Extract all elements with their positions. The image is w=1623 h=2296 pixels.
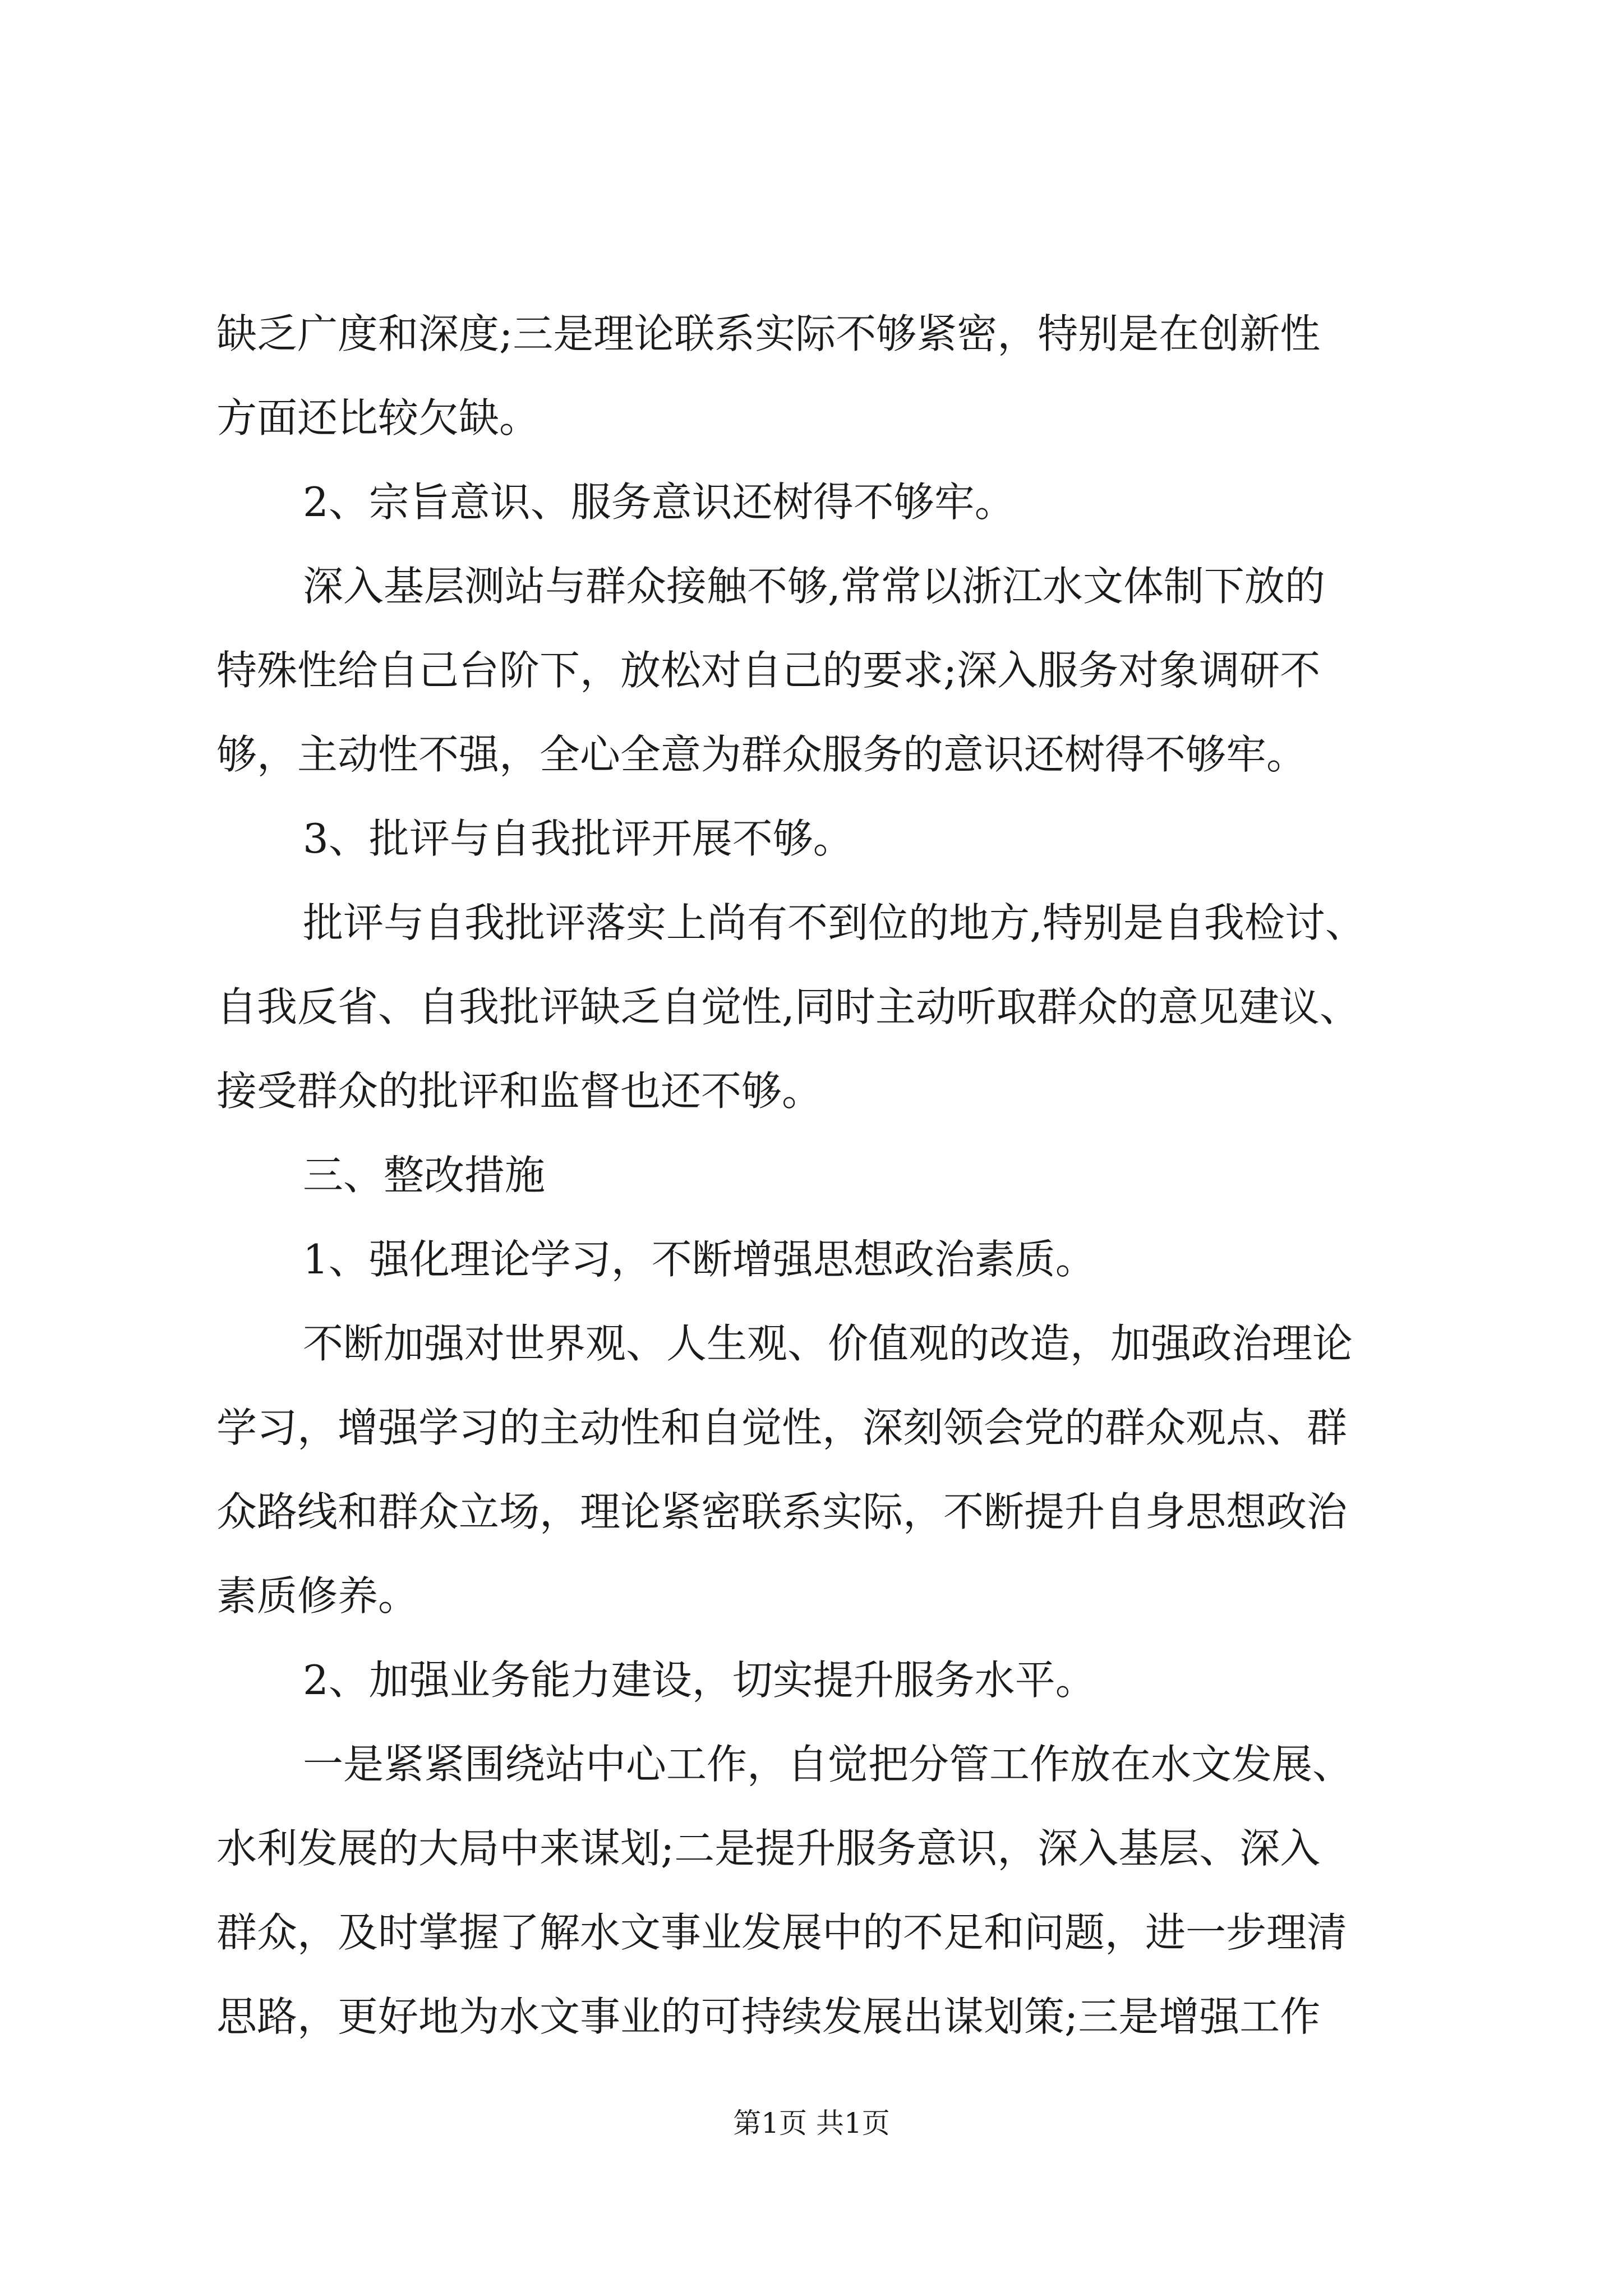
text-line: 2、加强业务能力建设，切实提升服务水平。 [303, 1657, 1096, 1704]
text-line: 水利发展的大局中来谋划;二是提升服务意识，深入基层、深入 [216, 1825, 1321, 1872]
text-line: 深入基层测站与群众接触不够,常常以浙江水文体制下放的 [303, 563, 1325, 610]
page-footer: 第1页 共1页 [733, 2107, 890, 2139]
text-line: 方面还比较欠缺。 [216, 394, 540, 441]
text-line: 接受群众的批评和监督也还不够。 [216, 1068, 823, 1115]
text-line: 不断加强对世界观、人生观、价值观的改造，加强政治理论 [303, 1320, 1353, 1367]
text-line: 缺乏广度和深度;三是理论联系实际不够紧密，特别是在创新性 [216, 310, 1321, 357]
text-line: 够，主动性不强，全心全意为群众服务的意识还树得不够牢。 [216, 731, 1307, 778]
text-line: 批评与自我批评落实上尚有不到位的地方,特别是自我检讨、 [303, 899, 1366, 946]
text-line: 3、批评与自我批评开展不够。 [303, 815, 854, 862]
text-line: 素质修养。 [216, 1572, 419, 1619]
text-line: 2、宗旨意识、服务意识还树得不够牢。 [303, 478, 1015, 526]
text-line: 群众，及时掌握了解水文事业发展中的不足和问题，进一步理清 [216, 1909, 1348, 1956]
text-line: 思路，更好地为水文事业的可持续发展出谋划策;三是增强工作 [216, 1993, 1321, 2040]
section-heading: 三、整改措施 [303, 1152, 546, 1199]
text-line: 众路线和群众立场，理论紧密联系实际，不断提升自身思想政治 [216, 1488, 1348, 1535]
text-line: 1、强化理论学习，不断增强思想政治素质。 [303, 1236, 1096, 1283]
text-line: 学习，增强学习的主动性和自觉性，深刻领会党的群众观点、群 [216, 1404, 1348, 1451]
text-line: 一是紧紧围绕站中心工作，自觉把分管工作放在水文发展、 [303, 1741, 1353, 1788]
text-line: 自我反省、自我批评缺乏自觉性,同时主动听取群众的意见建议、 [216, 983, 1360, 1030]
text-line: 特殊性给自己台阶下，放松对自己的要求;深入服务对象调研不 [216, 647, 1321, 694]
